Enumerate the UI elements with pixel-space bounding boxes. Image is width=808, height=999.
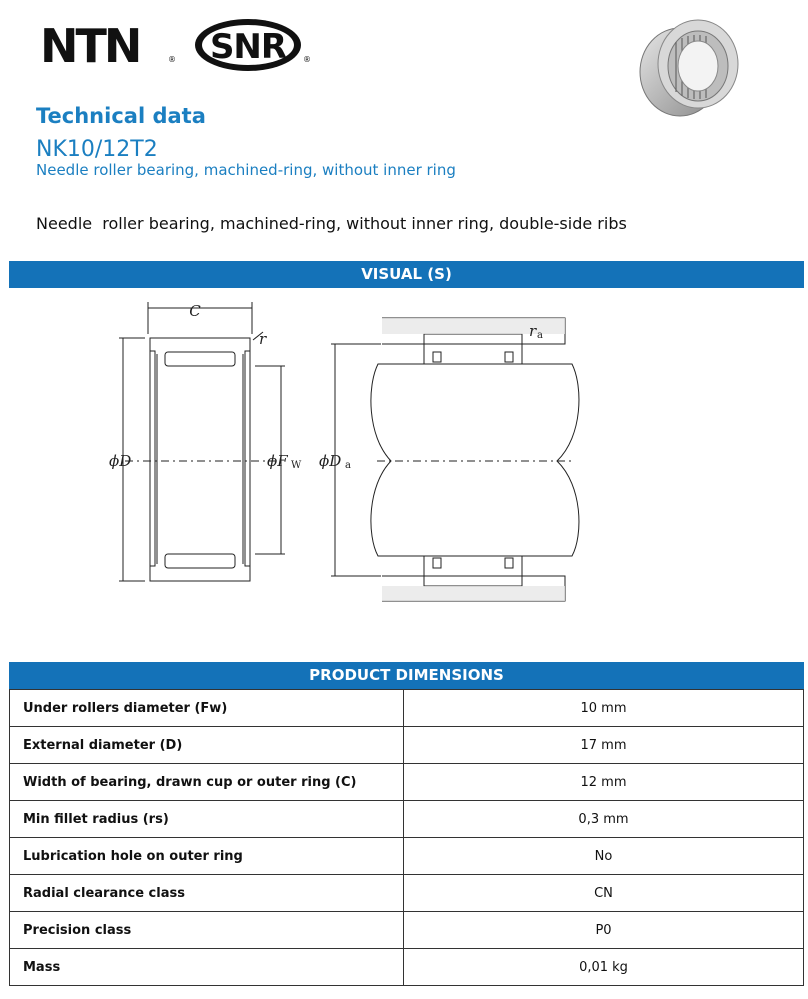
svg-text:®: ® (303, 55, 311, 64)
dimension-label: Mass (10, 949, 404, 986)
dimension-label: Precision class (10, 912, 404, 949)
dim-label-da: ϕD (319, 452, 342, 470)
brand-logos (40, 18, 320, 74)
table-row (10, 801, 804, 838)
dim-label-fw: ϕF (267, 452, 288, 470)
snr-logo (195, 19, 301, 71)
svg-text:®: ® (168, 55, 176, 64)
dimensions-section-header: PRODUCT DIMENSIONS (9, 662, 804, 689)
bearing-technical-drawing (95, 296, 595, 608)
dimension-value: P0 (404, 912, 804, 949)
dim-label-d: ϕD (109, 452, 132, 470)
dim-label-c: C (189, 302, 201, 320)
dimensions-table (9, 689, 804, 986)
table-row (10, 912, 804, 949)
dimension-value: 12 mm (404, 764, 804, 801)
dimension-value: 0,3 mm (404, 801, 804, 838)
product-reference: NK10/12T2 (36, 137, 158, 162)
dimension-value: 17 mm (404, 727, 804, 764)
dim-label-ra: r (529, 322, 537, 340)
table-row (10, 690, 804, 727)
visual-section-header: VISUAL (S) (9, 261, 804, 288)
dimension-label: Min fillet radius (rs) (10, 801, 404, 838)
ntn-logo: NTN (40, 19, 140, 73)
dimension-label: Width of bearing, drawn cup or outer ring (C) (10, 764, 404, 801)
dimension-value: 10 mm (404, 690, 804, 727)
svg-text:W: W (291, 460, 302, 471)
table-row (10, 949, 804, 986)
table-row (10, 875, 804, 912)
dimension-label: External diameter (D) (10, 727, 404, 764)
product-subtitle: Needle roller bearing, machined-ring, without inner ring (36, 161, 456, 179)
dimension-value: No (404, 838, 804, 875)
dimension-label: Radial clearance class (10, 875, 404, 912)
needle-roller-bearing-icon (628, 14, 748, 124)
dimension-value: CN (404, 875, 804, 912)
table-row (10, 727, 804, 764)
svg-text:a: a (345, 460, 351, 471)
dimension-label: Under rollers diameter (Fw) (10, 690, 404, 727)
dimension-value: 0,01 kg (404, 949, 804, 986)
table-row (10, 838, 804, 875)
dimension-label: Lubrication hole on outer ring (10, 838, 404, 875)
svg-text:SNR: SNR (209, 27, 287, 67)
product-description: Needle roller bearing, machined-ring, without inner ring, double-side ribs (36, 214, 627, 233)
dim-label-r: r (259, 330, 267, 348)
svg-text:a: a (537, 330, 543, 341)
table-row (10, 764, 804, 801)
page-title: Technical data (36, 104, 206, 128)
